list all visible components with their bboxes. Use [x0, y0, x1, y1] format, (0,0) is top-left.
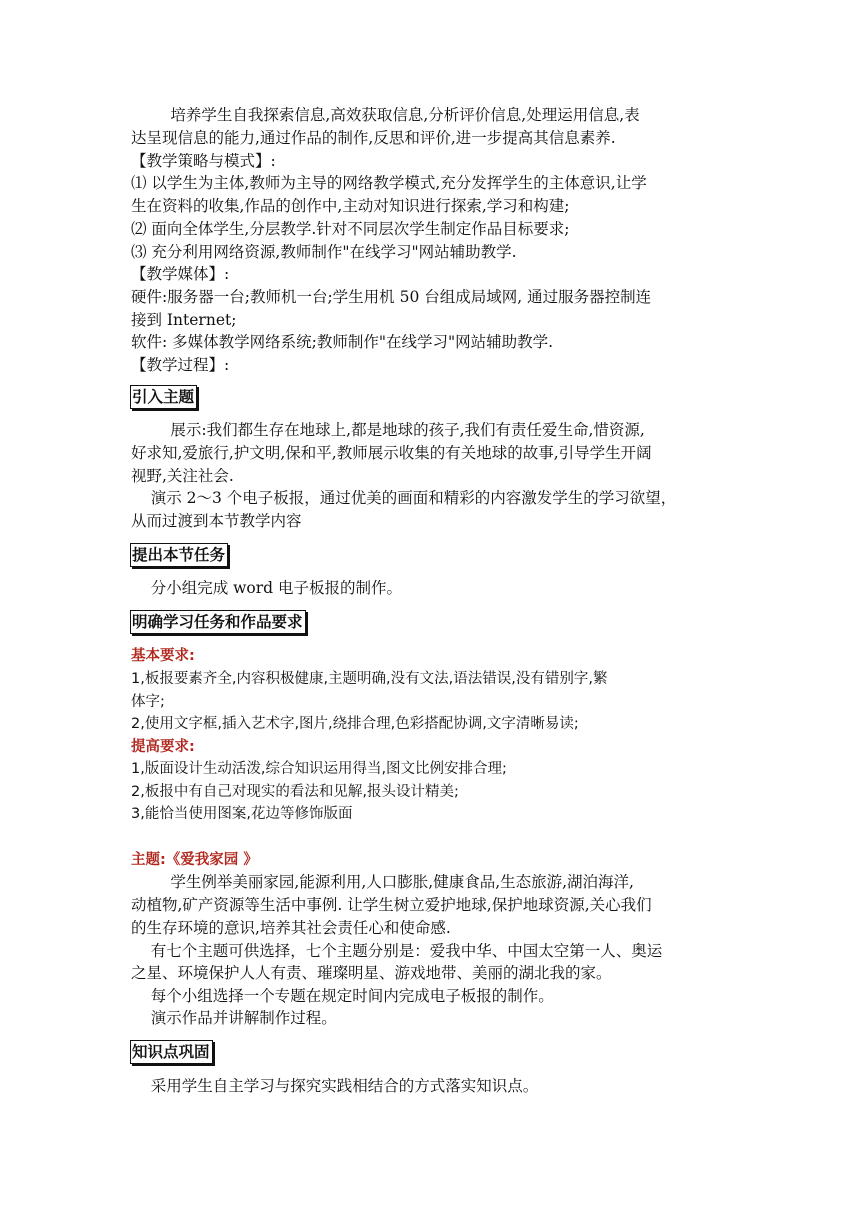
strategy-heading: 【教学策略与模式】:: [131, 152, 276, 170]
theme-paragraph-line: 学生例举美丽家园,能源利用,人口膨胀,健康食品,生态旅游,湖泊海洋,: [131, 873, 634, 891]
media-heading: 【教学媒体】:: [131, 265, 230, 283]
media-hardware-line-1: 硬件:服务器一台;教师机一台;学生用机 50 台组成局域网, 通过服务器控制连: [131, 288, 652, 306]
strategy-item: ⑴ 以学生为主体,教师为主导的网络教学模式,充分发挥学生的主体意识,让学: [131, 174, 647, 192]
strategy-item: 生在资料的收集,作品的创作中,主动对知识进行探索,学习和构建;: [131, 197, 570, 215]
section1-paragraph-line: 从而过渡到本节教学内容: [131, 512, 302, 530]
section1-paragraph-line: 好求知,爱旅行,护文明,保和平,教师展示收集的有关地球的故事,引导学生开阔: [131, 444, 652, 462]
section2-text: 分小组完成 word 电子板报的制作。: [131, 579, 402, 597]
advanced-requirement-item: 2,板报中有自己对现实的看法和见解,报头设计精美;: [131, 784, 459, 800]
section-title-intro: 引入主题: [130, 385, 197, 409]
media-hardware-line-2: 接到 Internet;: [131, 311, 237, 329]
intro-line-1: 培养学生自我探索信息,高效获取信息,分析评价信息,处理运用信息,表: [131, 106, 640, 124]
basic-requirement-item: 1,板报要素齐全,内容积极健康,主题明确,没有文法,语法错误,没有错别字,繁: [131, 671, 608, 687]
advanced-requirements-heading: 提高要求:: [131, 739, 195, 755]
advanced-requirement-item: 3,能恰当使用图案,花边等修饰版面: [131, 806, 353, 822]
theme-label: 主题:《爱我家园 》: [131, 852, 258, 868]
strategy-item: ⑶ 充分利用网络资源,教师制作"在线学习"网站辅助教学.: [131, 243, 517, 261]
section-title-consolidation: 知识点巩固: [130, 1040, 213, 1064]
theme-paragraph-line: 每个小组选择一个专题在规定时间内完成电子板报的制作。: [131, 987, 554, 1005]
advanced-requirement-item: 1,版面设计生动活泼,综合知识运用得当,图文比例安排合理;: [131, 761, 507, 777]
section4-text: 采用学生自主学习与探究实践相结合的方式落实知识点。: [131, 1077, 539, 1095]
theme-paragraph-line: 之星、环境保护人人有责、璀璨明星、游戏地带、美丽的湖北我的家。: [131, 964, 612, 982]
section1-paragraph-line: 视野,关注社会.: [131, 467, 234, 485]
basic-requirement-item: 2,使用文字框,插入艺术字,图片,绕排合理,色彩搭配协调,文字清晰易读;: [131, 716, 579, 732]
basic-requirements-heading: 基本要求:: [131, 648, 195, 664]
section-title-requirements: 明确学习任务和作品要求: [130, 610, 306, 634]
theme-paragraph-line: 动植物,矿产资源等生活中事例. 让学生树立爱护地球,保护地球资源,关心我们: [131, 896, 652, 914]
theme-paragraph-line: 演示作品并讲解制作过程。: [131, 1009, 337, 1027]
section1-paragraph-line: 演示 2～3 个电子板报，通过优美的画面和精彩的内容激发学生的学习欲望，: [131, 489, 677, 507]
section-title-task: 提出本节任务: [130, 543, 228, 567]
intro-line-2: 达呈现信息的能力,通过作品的制作,反思和评价,进一步提高其信息素养.: [131, 129, 616, 147]
theme-paragraph-line: 有七个主题可供选择，七个主题分别是：爱我中华、中国太空第一人、奥运: [131, 942, 663, 960]
section1-paragraph-line: 展示:我们都生存在地球上,都是地球的孩子,我们有责任爱生命,惜资源,: [131, 421, 645, 439]
media-software: 软件: 多媒体教学网络系统;教师制作"在线学习"网站辅助教学.: [131, 333, 554, 351]
basic-requirement-item: 体字;: [131, 694, 165, 710]
theme-paragraph-line: 的生存环境的意识,培养其社会责任心和使命感.: [131, 919, 451, 937]
process-heading: 【教学过程】:: [131, 356, 230, 374]
strategy-item: ⑵ 面向全体学生,分层教学.针对不同层次学生制定作品目标要求;: [131, 220, 570, 238]
